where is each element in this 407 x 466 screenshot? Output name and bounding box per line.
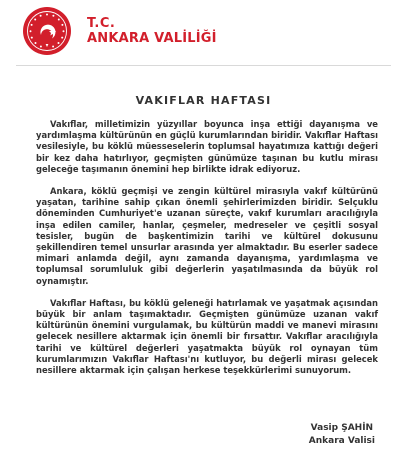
document-body [36,119,378,387]
document-title: VAKIFLAR HAFTASI [135,94,272,107]
state-emblem-icon [22,6,72,56]
signature-block [309,422,375,448]
signatory-name: Vasip ŞAHİN [310,423,374,433]
org-line-republic: T.C. [87,15,116,31]
paragraph-1: Vakıflar, milletimizin yüzyıllar boyunca inşa ettiği dayanışma ve yardımlaşma kültürünün en güçlü kurumlarından biridir. Vakıflar Haftası vesilesiyle, bu köklü müesseselerin toplumsal hayatımıza kattığı değeri bir kez daha hatırlıyor, geçmişten günümüze taşınan bu kutlu mirası geleceğe taşımanın önemini hep birlikte idrak ediyoruz. [36,119,378,174]
paragraph-3: Vakıflar Haftası, bu köklü geleneği hatırlamak ve yaşatmak açısından büyük bir anlam taşımaktadır. Geçmişten günümüze uzanan vakıf kültürünün önemini vurgulamak, bu kültürün maddi ve manevi mirasını gelecek nesillere aktarmak için önemli bir fırsattır. Vakıflar aracılığıyla tarihi ve kültürel değerleri yaşatmakta büyük rol oynayan tüm kurumlarımızın Vakıflar Haftası'nı kutluyor, bu değerli mirası gelecek nesillere aktarmak için çalışan herkese teşekkürlerimi sunuyorum. [36,297,378,376]
organization-name [87,16,217,47]
org-line-governorship: ANKARA VALİLİĞİ [87,30,217,46]
letterhead [22,6,217,56]
paragraph-2: Ankara, köklü geçmişi ve zengin kültürel mirasıyla vakıf kültürünü yaşatan, tarihine sahip çıkan önemli şehirlerimizden biridir. Selçuklu döneminden Cumhuriyet'e uzanan süreçte, vakıf kurumları aracılığıyla inşa edilen camiler, hanlar, çeşmeler, medreseler ve çeşitli sosyal tesisler, bugün de başkentimizin tarihi ve kültürel dokusunu şekillendiren temel unsurlar arasında yer almaktadır. Bu eserler sadece mimari anlamda değil, aynı zamanda dayanışma, yardımlaşma ve toplumsal sorumluluk gibi değerlerin yaşatılmasında da büyük rol oynamıştır. [36,186,378,286]
signatory-title: Ankara Valisi [308,436,375,446]
header-divider [16,65,391,66]
